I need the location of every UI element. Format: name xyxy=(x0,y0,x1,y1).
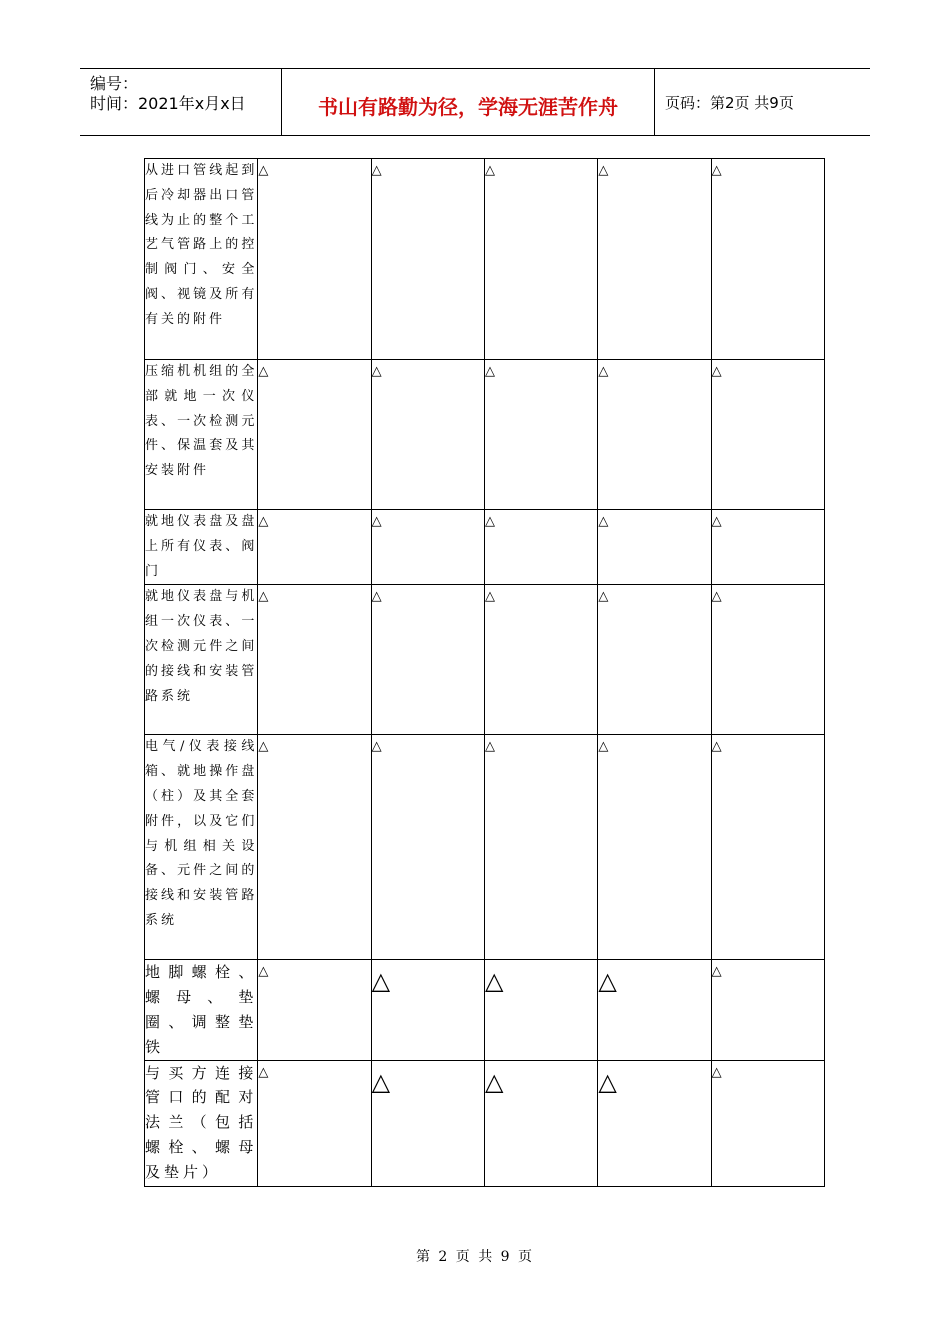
scope-cell xyxy=(711,735,824,960)
triangle-mark-icon: △ xyxy=(711,1064,722,1080)
page-header xyxy=(80,68,870,136)
scope-cell xyxy=(598,735,711,960)
scope-cell xyxy=(371,585,484,735)
triangle-mark-icon: △ xyxy=(711,964,722,980)
scope-cell xyxy=(711,585,824,735)
scope-cell xyxy=(258,735,371,960)
scope-cell xyxy=(598,159,711,360)
scope-cell xyxy=(484,735,597,960)
triangle-mark-icon: △ xyxy=(484,589,495,605)
scope-cell xyxy=(598,960,711,1060)
triangle-mark-icon: △ xyxy=(371,514,382,529)
row-description: 与买方连接管口的配对法兰（包括螺栓、螺母及垫片） xyxy=(145,1060,258,1186)
number-label: 编号： xyxy=(90,74,139,93)
table-row xyxy=(145,960,825,1060)
scope-cell xyxy=(371,159,484,360)
header-meta xyxy=(80,69,282,135)
triangle-mark-icon: △ xyxy=(258,964,269,980)
scope-cell xyxy=(711,159,824,360)
triangle-mark-icon: △ xyxy=(484,967,504,996)
triangle-mark-icon: △ xyxy=(484,739,495,755)
table-row xyxy=(145,360,825,510)
row-description: 就地仪表盘及盘上所有仪表、阀门 xyxy=(145,510,258,585)
scope-cell xyxy=(258,960,371,1060)
scope-table-body xyxy=(145,159,825,1187)
scope-cell xyxy=(371,1060,484,1186)
triangle-mark-icon: △ xyxy=(598,589,609,605)
triangle-mark-icon: △ xyxy=(258,739,269,755)
triangle-mark-icon: △ xyxy=(711,514,722,529)
scope-cell xyxy=(598,510,711,585)
row-description: 电气/仪表接线箱、就地操作盘（柱）及其全套附件，以及它们与机组相关设备、元件之间的接线和安装管路系统 xyxy=(145,735,258,960)
triangle-mark-icon: △ xyxy=(711,739,722,755)
triangle-mark-icon: △ xyxy=(371,364,382,379)
table-row xyxy=(145,585,825,735)
triangle-mark-icon: △ xyxy=(258,163,269,178)
row-description: 从进口管线起到后冷却器出口管线为止的整个工艺气管路上的控制阀门、安全阀、视镜及所有有关的附件 xyxy=(145,159,258,360)
triangle-mark-icon: △ xyxy=(258,1064,269,1080)
scope-cell xyxy=(484,159,597,360)
scope-cell xyxy=(258,360,371,510)
scope-cell xyxy=(484,585,597,735)
triangle-mark-icon: △ xyxy=(598,1067,617,1096)
triangle-mark-icon: △ xyxy=(371,1067,391,1096)
header-page-info: 页码：第2页 共9页 xyxy=(665,93,794,112)
scope-cell xyxy=(711,510,824,585)
triangle-mark-icon: △ xyxy=(258,514,269,529)
triangle-mark-icon: △ xyxy=(484,514,495,529)
triangle-mark-icon: △ xyxy=(371,163,382,178)
scope-cell xyxy=(711,1060,824,1186)
row-description: 压缩机机组的全部就地一次仪表、一次检测元件、保温套及其安装附件 xyxy=(145,360,258,510)
triangle-mark-icon: △ xyxy=(711,589,722,605)
triangle-mark-icon: △ xyxy=(598,364,609,379)
scope-cell xyxy=(484,1060,597,1186)
scope-cell xyxy=(484,360,597,510)
triangle-mark-icon: △ xyxy=(711,163,722,178)
scope-cell xyxy=(258,585,371,735)
scope-cell xyxy=(258,510,371,585)
scope-cell xyxy=(371,960,484,1060)
triangle-mark-icon: △ xyxy=(711,364,722,379)
triangle-mark-icon: △ xyxy=(258,589,269,605)
row-description: 就地仪表盘与机组一次仪表、一次检测元件之间的接线和安装管路系统 xyxy=(145,585,258,735)
time-label: 时间：2021年x月x日 xyxy=(90,94,246,113)
triangle-mark-icon: △ xyxy=(598,514,609,529)
triangle-mark-icon: △ xyxy=(371,739,382,755)
scope-cell xyxy=(484,510,597,585)
triangle-mark-icon: △ xyxy=(598,967,617,996)
scope-cell xyxy=(258,159,371,360)
triangle-mark-icon: △ xyxy=(598,739,609,755)
table-row xyxy=(145,159,825,360)
scope-cell xyxy=(598,585,711,735)
triangle-mark-icon: △ xyxy=(258,364,269,379)
triangle-mark-icon: △ xyxy=(371,967,391,996)
triangle-mark-icon: △ xyxy=(484,364,495,379)
header-page-info-cell xyxy=(655,69,870,135)
scope-cell xyxy=(484,960,597,1060)
table-row xyxy=(145,510,825,585)
scope-cell xyxy=(711,960,824,1060)
table-row xyxy=(145,735,825,960)
triangle-mark-icon: △ xyxy=(484,1067,504,1096)
scope-cell xyxy=(598,360,711,510)
scope-cell xyxy=(258,1060,371,1186)
triangle-mark-icon: △ xyxy=(598,163,609,178)
row-description: 地脚螺栓、螺母、垫圈、调整垫铁 xyxy=(145,960,258,1060)
scope-cell xyxy=(371,360,484,510)
triangle-mark-icon: △ xyxy=(371,589,382,605)
scope-table xyxy=(144,158,825,1187)
scope-cell xyxy=(711,360,824,510)
triangle-mark-icon: △ xyxy=(484,163,495,178)
scope-cell xyxy=(371,735,484,960)
table-row xyxy=(145,1060,825,1186)
scope-cell xyxy=(371,510,484,585)
page-footer: 第 2 页 共 9 页 xyxy=(415,1249,535,1265)
scope-cell xyxy=(598,1060,711,1186)
header-motto-cell xyxy=(282,69,655,135)
header-motto: 书山有路勤为径，学海无涯苦作舟 xyxy=(318,94,618,119)
